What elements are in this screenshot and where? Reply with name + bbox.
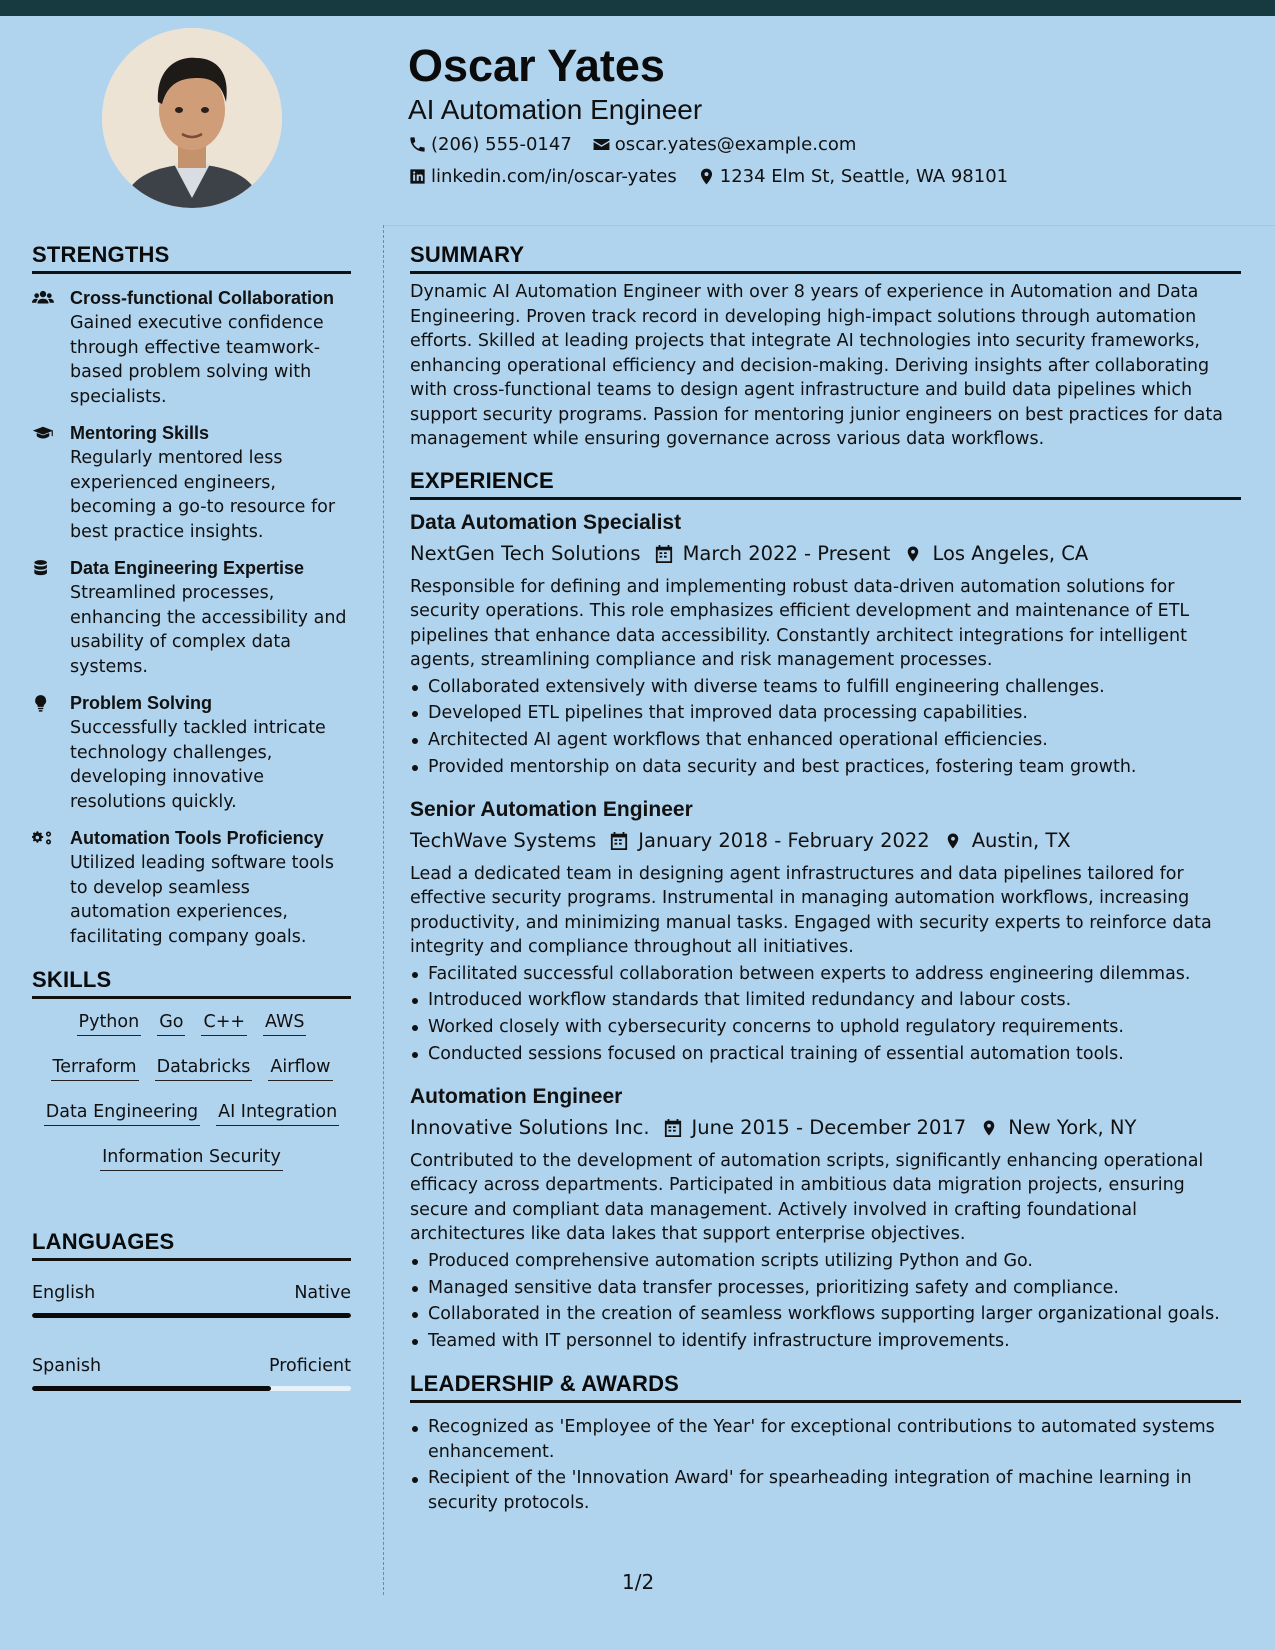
- language-item: [32, 1283, 351, 1318]
- job-dates: January 2018 - February 2022: [638, 828, 930, 852]
- languages-section: [32, 1229, 351, 1391]
- job-description: Contributed to the development of automation scripts, significantly enhancing operational efficacy across departments. Participated in ambitious data migration projects, ensuring secure and compliant data management. Actively involved in crafting foundational architectures like data lakes that support enterprise objectives.: [410, 1150, 1204, 1245]
- email-text: oscar.yates@example.com: [614, 134, 857, 155]
- strength-title: Data Engineering Expertise: [70, 558, 305, 578]
- language-level: Proficient: [269, 1356, 351, 1376]
- awards-heading: LEADERSHIP & AWARDS: [410, 1371, 1241, 1403]
- job-title: Automation Engineer: [410, 1084, 623, 1108]
- job-meta: [410, 541, 1241, 567]
- job-meta: [410, 828, 1241, 854]
- job-location: Los Angeles, CA: [932, 541, 1089, 565]
- language-name: English: [32, 1283, 96, 1303]
- list-item: Introduced workflow standards that limited redundancy and labour costs.: [410, 987, 1241, 1014]
- top-bar: [0, 0, 1275, 16]
- job-title: Data Automation Specialist: [410, 510, 682, 534]
- list-item: Managed sensitive data transfer processes, prioritizing safety and compliance.: [410, 1275, 1241, 1302]
- linkedin-icon: [408, 167, 427, 186]
- list-item: Collaborated extensively with diverse teams to fulfill engineering challenges.: [410, 674, 1241, 701]
- skill-tag: Data Engineering: [44, 1101, 200, 1126]
- strength-title: Problem Solving: [70, 693, 213, 713]
- linkedin-text: linkedin.com/in/oscar-yates: [431, 166, 677, 187]
- lightbulb-icon: [32, 694, 54, 712]
- experience-section: [410, 468, 1241, 1356]
- language-bar: [32, 1386, 351, 1391]
- skill-tag: Airflow: [268, 1056, 332, 1081]
- candidate-name: Oscar Yates: [408, 40, 665, 91]
- job-entry: [410, 1084, 1241, 1355]
- job-company: Innovative Solutions Inc.: [410, 1115, 650, 1139]
- calendar-icon: [664, 1118, 682, 1138]
- map-pin-icon: [697, 167, 716, 186]
- list-item: Teamed with IT personnel to identify infrastructure improvements.: [410, 1328, 1241, 1355]
- job-bullets: [410, 961, 1241, 1068]
- language-bar: [32, 1313, 351, 1318]
- calendar-icon: [610, 831, 628, 851]
- strength-desc: Successfully tackled intricate technology challenges, developing innovative resolutions quickly.: [70, 718, 326, 812]
- list-item: Facilitated successful collaboration between experts to address engineering dilemmas.: [410, 961, 1241, 988]
- job-company: NextGen Tech Solutions: [410, 541, 641, 565]
- awards-section: [410, 1371, 1241, 1515]
- strength-desc: Regularly mentored less experienced engineers, becoming a go-to resource for best practice insights.: [70, 448, 336, 542]
- person-avatar-icon: [102, 28, 282, 208]
- list-item: Collaborated in the creation of seamless workflows supporting larger organizational goals.: [410, 1301, 1241, 1328]
- job-bullets: [410, 674, 1241, 781]
- job-dates: June 2015 - December 2017: [691, 1115, 967, 1139]
- profile-photo: [102, 28, 282, 208]
- skill-tag: Databricks: [155, 1056, 253, 1081]
- job-location: New York, NY: [1008, 1115, 1137, 1139]
- column-divider: [383, 225, 384, 1595]
- languages-heading: LANGUAGES: [32, 1229, 351, 1261]
- phone-text: (206) 555-0147: [431, 134, 572, 155]
- strength-item: [32, 422, 351, 544]
- experience-heading: EXPERIENCE: [410, 468, 1241, 500]
- list-item: Recognized as 'Employee of the Year' for exceptional contributions to automated systems enhancement.: [410, 1415, 1241, 1464]
- phone-icon: [408, 135, 427, 154]
- language-bar-fill: [32, 1313, 351, 1318]
- list-item: Conducted sessions focused on practical training of essential automation tools.: [410, 1041, 1241, 1068]
- job-title: Senior Automation Engineer: [410, 797, 693, 821]
- summary-heading: SUMMARY: [410, 242, 1241, 274]
- strength-item: [32, 827, 351, 949]
- graduation-cap-icon: [32, 424, 54, 442]
- header-divider: [384, 225, 1275, 226]
- strengths-heading: STRENGTHS: [32, 242, 351, 274]
- strength-item: [32, 287, 351, 409]
- job-description: Lead a dedicated team in designing agent infrastructures and data pipelines tailored for effective security programs. Instrumental in managing automation workflows, increasing productivity, and minimizing manual tasks. Engaged with security experts to reinforce data integrity and compliance throughout all initiatives.: [410, 863, 1212, 958]
- summary-section: [410, 242, 1241, 452]
- list-item: Produced comprehensive automation scripts utilizing Python and Go.: [410, 1248, 1241, 1275]
- skill-tag: AWS: [263, 1011, 306, 1036]
- skill-tag: C++: [201, 1011, 247, 1036]
- job-entry: [410, 510, 1241, 781]
- left-column: [32, 242, 351, 1391]
- database-icon: [32, 559, 54, 577]
- address-text: 1234 Elm St, Seattle, WA 98101: [719, 166, 1009, 187]
- address-contact: [697, 166, 1008, 187]
- map-pin-icon: [944, 831, 962, 851]
- contact-row-1: [408, 134, 876, 155]
- skills-list: [32, 1011, 351, 1171]
- calendar-icon: [655, 544, 673, 564]
- language-level: Native: [294, 1283, 351, 1303]
- language-bar-fill: [32, 1386, 271, 1391]
- skill-tag: Information Security: [100, 1146, 283, 1171]
- strength-title: Automation Tools Proficiency: [70, 828, 324, 848]
- strength-desc: Utilized leading software tools to develop seamless automation experiences, facilitating company goals.: [70, 853, 334, 947]
- job-entry: [410, 797, 1241, 1068]
- gears-icon: [32, 829, 54, 847]
- list-item: Provided mentorship on data security and best practices, fostering team growth.: [410, 754, 1241, 781]
- summary-text: Dynamic AI Automation Engineer with over 8 years of experience in Automation and Data Engineering. Proven track record in developing high-impact solutions through automation efforts. Skilled at leading projects that integrate AI technologies into security frameworks, enhancing operational efficiency and decision-making. Deriving insights after collaborating with cross-functional teams to design agent infrastructure and build data pipelines which support security programs. Passion for mentoring junior engineers on best practices for data management while ensuring governance across various data workflows.: [410, 282, 1223, 449]
- strength-item: [32, 692, 351, 814]
- strength-item: [32, 557, 351, 679]
- users-icon: [32, 289, 54, 307]
- job-company: TechWave Systems: [410, 828, 597, 852]
- envelope-icon: [592, 135, 611, 154]
- strength-title: Mentoring Skills: [70, 423, 210, 443]
- skills-heading: SKILLS: [32, 967, 351, 999]
- skill-tag: AI Integration: [216, 1101, 339, 1126]
- email-contact[interactable]: [592, 134, 857, 155]
- job-dates: March 2022 - Present: [682, 541, 891, 565]
- candidate-title: AI Automation Engineer: [408, 94, 703, 125]
- phone-contact[interactable]: [408, 134, 572, 155]
- map-pin-icon: [980, 1118, 998, 1138]
- job-description: Responsible for defining and implementing robust data-driven automation solutions for security operations. This role emphasizes efficient development and maintenance of ETL pipelines that enhance data accessibility. Constantly architect integrations for intelligent agents, streamlining compliance and risk management processes.: [410, 576, 1190, 670]
- list-item: Worked closely with cybersecurity concerns to uphold regulatory requirements.: [410, 1014, 1241, 1041]
- contact-row-2: [408, 166, 1028, 187]
- page-number: 1/2: [622, 1570, 655, 1594]
- list-item: Architected AI agent workflows that enhanced operational efficiencies.: [410, 727, 1241, 754]
- language-name: Spanish: [32, 1356, 102, 1376]
- linkedin-contact[interactable]: [408, 166, 677, 187]
- strength-desc: Gained executive confidence through effective teamwork-based problem solving with specialists.: [70, 313, 324, 407]
- job-location: Austin, TX: [971, 828, 1071, 852]
- right-column: [410, 242, 1241, 1517]
- skill-tag: Python: [77, 1011, 142, 1036]
- job-meta: [410, 1115, 1241, 1141]
- language-item: [32, 1356, 351, 1391]
- awards-list: [410, 1415, 1241, 1515]
- skills-section: [32, 967, 351, 1171]
- strength-title: Cross-functional Collaboration: [70, 288, 335, 308]
- list-item: Recipient of the 'Innovation Award' for spearheading integration of machine learning in security protocols.: [410, 1466, 1241, 1515]
- job-bullets: [410, 1248, 1241, 1355]
- list-item: Developed ETL pipelines that improved data processing capabilities.: [410, 700, 1241, 727]
- strength-desc: Streamlined processes, enhancing the accessibility and usability of complex data systems.: [70, 583, 347, 677]
- skill-tag: Terraform: [51, 1056, 139, 1081]
- skill-tag: Go: [157, 1011, 185, 1036]
- map-pin-icon: [904, 544, 922, 564]
